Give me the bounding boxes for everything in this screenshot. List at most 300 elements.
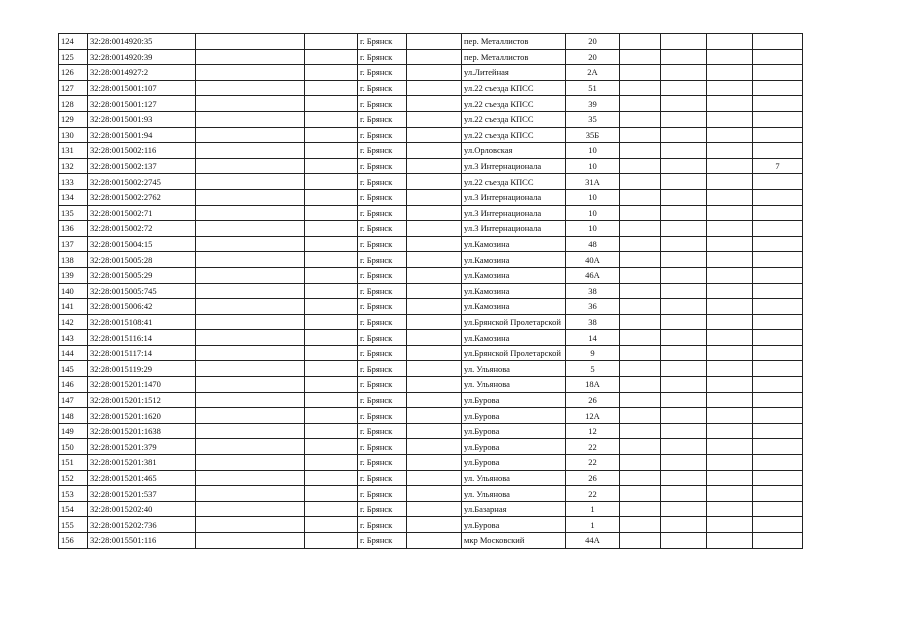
table-cell: 32:28:0015001:107	[88, 80, 196, 96]
table-cell: ул. Ульянова	[462, 377, 566, 393]
table-cell	[305, 299, 358, 315]
table-cell	[753, 221, 803, 237]
table-cell: ул.Бурова	[462, 423, 566, 439]
table-cell	[661, 501, 707, 517]
table-cell	[620, 221, 661, 237]
table-cell: 143	[59, 330, 88, 346]
table-cell: г. Брянск	[358, 470, 407, 486]
table-cell: 156	[59, 533, 88, 549]
table-row	[59, 49, 803, 65]
table-cell	[305, 392, 358, 408]
table-cell	[196, 377, 305, 393]
table-cell: 155	[59, 517, 88, 533]
table-cell	[661, 486, 707, 502]
table-cell: 38	[566, 314, 620, 330]
table-cell	[661, 111, 707, 127]
table-cell	[661, 34, 707, 50]
table-cell	[753, 517, 803, 533]
table-cell: 32:28:0015201:1638	[88, 423, 196, 439]
table-cell	[753, 345, 803, 361]
table-cell	[305, 65, 358, 81]
table-cell: г. Брянск	[358, 455, 407, 471]
table-cell	[707, 501, 753, 517]
table-cell	[407, 486, 462, 502]
table-row	[59, 455, 803, 471]
table-cell	[620, 486, 661, 502]
table-cell: г. Брянск	[358, 205, 407, 221]
table-cell	[753, 330, 803, 346]
table-cell: ул.Базарная	[462, 501, 566, 517]
table-row	[59, 314, 803, 330]
table-cell	[620, 361, 661, 377]
table-cell: 5	[566, 361, 620, 377]
table-cell	[707, 470, 753, 486]
table-cell: 32:28:0015001:93	[88, 111, 196, 127]
table-cell	[305, 158, 358, 174]
table-cell	[707, 205, 753, 221]
table-cell: ул.22 съезда КПСС	[462, 174, 566, 190]
table-cell: г. Брянск	[358, 330, 407, 346]
table-cell	[620, 158, 661, 174]
table-cell: 36	[566, 299, 620, 315]
table-cell: 32:28:0015002:2745	[88, 174, 196, 190]
table-cell	[661, 158, 707, 174]
table-cell	[305, 127, 358, 143]
table-cell	[407, 252, 462, 268]
table-cell	[661, 65, 707, 81]
table-cell: 152	[59, 470, 88, 486]
table-cell: г. Брянск	[358, 34, 407, 50]
table-cell	[407, 377, 462, 393]
table-cell	[620, 205, 661, 221]
table-cell	[661, 205, 707, 221]
table-cell: 135	[59, 205, 88, 221]
table-cell: 137	[59, 236, 88, 252]
table-cell: 12А	[566, 408, 620, 424]
table-cell	[196, 252, 305, 268]
table-cell	[620, 189, 661, 205]
table-cell	[620, 65, 661, 81]
table-cell: 32:28:0015119:29	[88, 361, 196, 377]
table-cell	[305, 501, 358, 517]
table-cell	[753, 283, 803, 299]
table-cell	[407, 408, 462, 424]
table-row	[59, 158, 803, 174]
table-cell: ул.3 Интернационала	[462, 189, 566, 205]
data-table	[58, 33, 803, 549]
table-cell: 32:28:0015005:28	[88, 252, 196, 268]
table-cell	[661, 455, 707, 471]
table-row	[59, 221, 803, 237]
table-row	[59, 330, 803, 346]
table-cell: г. Брянск	[358, 314, 407, 330]
table-cell: г. Брянск	[358, 65, 407, 81]
table-cell	[407, 330, 462, 346]
table-cell: 20	[566, 49, 620, 65]
table-cell	[707, 330, 753, 346]
table-cell: 20	[566, 34, 620, 50]
table-cell: г. Брянск	[358, 267, 407, 283]
table-cell	[661, 392, 707, 408]
table-cell	[305, 423, 358, 439]
table-cell: 32:28:0015116:14	[88, 330, 196, 346]
table-cell: ул.22 съезда КПСС	[462, 80, 566, 96]
table-cell: г. Брянск	[358, 517, 407, 533]
table-cell	[305, 143, 358, 159]
table-cell	[753, 501, 803, 517]
table-cell: 32:28:0015001:94	[88, 127, 196, 143]
table-row	[59, 533, 803, 549]
table-cell	[196, 501, 305, 517]
table-cell	[305, 174, 358, 190]
table-cell	[305, 221, 358, 237]
table-cell: г. Брянск	[358, 501, 407, 517]
table-cell	[707, 96, 753, 112]
table-cell	[620, 236, 661, 252]
table-cell: г. Брянск	[358, 361, 407, 377]
table-cell	[707, 361, 753, 377]
table-cell: 32:28:0015201:1512	[88, 392, 196, 408]
table-cell: г. Брянск	[358, 439, 407, 455]
table-cell: 128	[59, 96, 88, 112]
table-cell	[707, 486, 753, 502]
table-cell	[407, 221, 462, 237]
table-cell	[407, 314, 462, 330]
table-cell: 32:28:0015501:116	[88, 533, 196, 549]
table-cell	[753, 174, 803, 190]
table-cell	[305, 439, 358, 455]
table-cell: ул.Брянской Пролетарской	[462, 345, 566, 361]
table-cell	[707, 143, 753, 159]
table-cell	[305, 314, 358, 330]
table-cell: 129	[59, 111, 88, 127]
table-cell: 32:28:0015004:15	[88, 236, 196, 252]
table-cell	[305, 377, 358, 393]
table-cell: 10	[566, 205, 620, 221]
table-cell: 39	[566, 96, 620, 112]
table-cell	[661, 470, 707, 486]
table-cell	[305, 455, 358, 471]
table-cell	[196, 361, 305, 377]
table-cell: 22	[566, 455, 620, 471]
table-cell	[407, 283, 462, 299]
table-cell: ул.22 съезда КПСС	[462, 111, 566, 127]
table-cell	[196, 189, 305, 205]
table-cell	[707, 439, 753, 455]
table-cell: 18А	[566, 377, 620, 393]
table-row	[59, 96, 803, 112]
table-cell	[620, 501, 661, 517]
table-cell: 1	[566, 517, 620, 533]
table-cell	[661, 408, 707, 424]
table-cell: г. Брянск	[358, 392, 407, 408]
table-cell: 133	[59, 174, 88, 190]
table-cell: ул.Камозина	[462, 299, 566, 315]
table-cell	[661, 533, 707, 549]
table-cell	[305, 361, 358, 377]
table-cell	[196, 486, 305, 502]
table-cell	[407, 470, 462, 486]
table-cell	[407, 299, 462, 315]
table-cell	[753, 299, 803, 315]
table-cell	[620, 299, 661, 315]
table-row	[59, 408, 803, 424]
table-cell	[707, 221, 753, 237]
table-cell	[707, 158, 753, 174]
table-cell	[196, 330, 305, 346]
table-cell	[196, 174, 305, 190]
table-cell: 38	[566, 283, 620, 299]
table-cell: 48	[566, 236, 620, 252]
table-cell: г. Брянск	[358, 252, 407, 268]
table-cell: 32:28:0015108:41	[88, 314, 196, 330]
table-cell: ул.Брянской Пролетарской	[462, 314, 566, 330]
table-cell	[707, 533, 753, 549]
table-cell	[196, 34, 305, 50]
table-cell	[707, 314, 753, 330]
table-cell: ул.Орловская	[462, 143, 566, 159]
table-cell	[753, 486, 803, 502]
table-cell	[305, 189, 358, 205]
table-cell	[753, 236, 803, 252]
table-cell: 124	[59, 34, 88, 50]
table-cell	[661, 314, 707, 330]
table-cell	[620, 392, 661, 408]
table-cell: мкр Московский	[462, 533, 566, 549]
table-cell	[305, 283, 358, 299]
table-cell	[661, 96, 707, 112]
table-cell: ул.Бурова	[462, 455, 566, 471]
table-cell	[661, 299, 707, 315]
table-cell	[196, 158, 305, 174]
table-cell	[305, 205, 358, 221]
table-cell	[407, 533, 462, 549]
table-cell: ул. Ульянова	[462, 486, 566, 502]
table-cell: г. Брянск	[358, 189, 407, 205]
table-cell: 130	[59, 127, 88, 143]
table-cell: г. Брянск	[358, 127, 407, 143]
table-cell: 139	[59, 267, 88, 283]
table-cell: 1	[566, 501, 620, 517]
table-cell	[407, 501, 462, 517]
table-cell: 127	[59, 80, 88, 96]
table-cell: г. Брянск	[358, 221, 407, 237]
table-cell	[753, 377, 803, 393]
table-cell	[707, 267, 753, 283]
table-cell	[661, 283, 707, 299]
table-cell	[196, 533, 305, 549]
table-cell	[196, 111, 305, 127]
table-cell	[753, 65, 803, 81]
table-cell	[407, 455, 462, 471]
table-row	[59, 439, 803, 455]
table-cell	[407, 111, 462, 127]
table-cell	[707, 283, 753, 299]
table-cell: 26	[566, 392, 620, 408]
table-cell	[620, 80, 661, 96]
table-cell	[407, 174, 462, 190]
table-cell	[196, 470, 305, 486]
table-cell	[620, 252, 661, 268]
table-cell	[407, 345, 462, 361]
table-cell: 141	[59, 299, 88, 315]
table-cell: г. Брянск	[358, 408, 407, 424]
table-cell	[753, 111, 803, 127]
table-cell	[407, 96, 462, 112]
table-cell: 136	[59, 221, 88, 237]
table-row	[59, 80, 803, 96]
table-cell	[196, 127, 305, 143]
table-cell	[661, 143, 707, 159]
table-cell	[196, 408, 305, 424]
table-cell	[407, 517, 462, 533]
table-cell: г. Брянск	[358, 423, 407, 439]
table-cell	[196, 65, 305, 81]
table-cell: 32:28:0015202:40	[88, 501, 196, 517]
table-row	[59, 361, 803, 377]
table-cell	[753, 252, 803, 268]
table-cell: ул.Камозина	[462, 267, 566, 283]
table-cell	[620, 96, 661, 112]
table-cell: 51	[566, 80, 620, 96]
table-cell	[196, 143, 305, 159]
table-cell: 40А	[566, 252, 620, 268]
table-cell: 146	[59, 377, 88, 393]
table-cell	[407, 34, 462, 50]
table-cell	[620, 283, 661, 299]
table-cell	[620, 377, 661, 393]
table-cell	[661, 361, 707, 377]
table-cell: 134	[59, 189, 88, 205]
table-row	[59, 501, 803, 517]
table-cell	[196, 423, 305, 439]
table-cell: г. Брянск	[358, 158, 407, 174]
table-cell	[196, 517, 305, 533]
table-row	[59, 392, 803, 408]
table-cell: ул.22 съезда КПСС	[462, 96, 566, 112]
table-cell	[305, 111, 358, 127]
table-cell	[620, 345, 661, 361]
table-cell	[620, 455, 661, 471]
table-cell	[707, 127, 753, 143]
table-cell: 7	[753, 158, 803, 174]
table-cell: 10	[566, 158, 620, 174]
table-cell: 32:28:0015002:71	[88, 205, 196, 221]
table-cell	[707, 299, 753, 315]
table-cell	[620, 423, 661, 439]
table-cell	[753, 392, 803, 408]
table-cell: 154	[59, 501, 88, 517]
table-cell	[753, 80, 803, 96]
table-cell: 153	[59, 486, 88, 502]
table-cell: 126	[59, 65, 88, 81]
table-cell	[707, 236, 753, 252]
table-cell	[620, 143, 661, 159]
table-row	[59, 423, 803, 439]
table-cell: 140	[59, 283, 88, 299]
table-cell	[753, 127, 803, 143]
table-cell	[707, 408, 753, 424]
table-cell	[661, 345, 707, 361]
table-cell	[407, 361, 462, 377]
table-cell	[661, 80, 707, 96]
table-cell	[620, 49, 661, 65]
table-cell	[305, 533, 358, 549]
table-cell	[620, 470, 661, 486]
table-cell: 32:28:0015201:537	[88, 486, 196, 502]
table-cell	[196, 205, 305, 221]
table-cell	[707, 111, 753, 127]
table-cell	[305, 345, 358, 361]
table-cell: 150	[59, 439, 88, 455]
table-cell: ул.Камозина	[462, 330, 566, 346]
table-cell	[661, 252, 707, 268]
table-cell: 14	[566, 330, 620, 346]
table-cell: ул.Бурова	[462, 439, 566, 455]
table-cell: г. Брянск	[358, 377, 407, 393]
table-cell	[707, 392, 753, 408]
table-row	[59, 111, 803, 127]
table-row	[59, 65, 803, 81]
table-row	[59, 252, 803, 268]
table-cell: 32:28:0015201:465	[88, 470, 196, 486]
table-cell: ул.3 Интернационала	[462, 158, 566, 174]
table-cell: пер. Металлистов	[462, 49, 566, 65]
table-cell: 32:28:0015005:29	[88, 267, 196, 283]
table-row	[59, 174, 803, 190]
table-cell	[753, 267, 803, 283]
table-cell: 10	[566, 189, 620, 205]
table-cell: 26	[566, 470, 620, 486]
table-cell: ул.22 съезда КПСС	[462, 127, 566, 143]
table-cell: 147	[59, 392, 88, 408]
table-cell: г. Брянск	[358, 96, 407, 112]
table-cell	[407, 439, 462, 455]
table-cell	[620, 330, 661, 346]
table-cell	[407, 127, 462, 143]
table-row	[59, 236, 803, 252]
table-cell: ул.Камозина	[462, 252, 566, 268]
table-row	[59, 486, 803, 502]
table-cell	[305, 267, 358, 283]
table-cell	[661, 267, 707, 283]
table-cell	[196, 80, 305, 96]
table-cell	[661, 439, 707, 455]
table-cell: 149	[59, 423, 88, 439]
table-cell	[305, 517, 358, 533]
table-cell	[620, 533, 661, 549]
table-cell: ул.Бурова	[462, 517, 566, 533]
table-cell: 131	[59, 143, 88, 159]
table-cell	[196, 283, 305, 299]
table-cell	[305, 80, 358, 96]
table-cell: ул.Камозина	[462, 283, 566, 299]
table-cell: 32:28:0015002:137	[88, 158, 196, 174]
table-cell: г. Брянск	[358, 49, 407, 65]
table-cell: 144	[59, 345, 88, 361]
table-cell: 32:28:0015002:72	[88, 221, 196, 237]
table-cell	[707, 174, 753, 190]
table-cell: ул.3 Интернационала	[462, 221, 566, 237]
table-cell	[407, 189, 462, 205]
table-cell: пер. Металлистов	[462, 34, 566, 50]
table-cell: 31А	[566, 174, 620, 190]
table-cell	[707, 345, 753, 361]
table-cell	[753, 143, 803, 159]
table-cell: г. Брянск	[358, 236, 407, 252]
table-cell: 46А	[566, 267, 620, 283]
table-cell	[661, 330, 707, 346]
